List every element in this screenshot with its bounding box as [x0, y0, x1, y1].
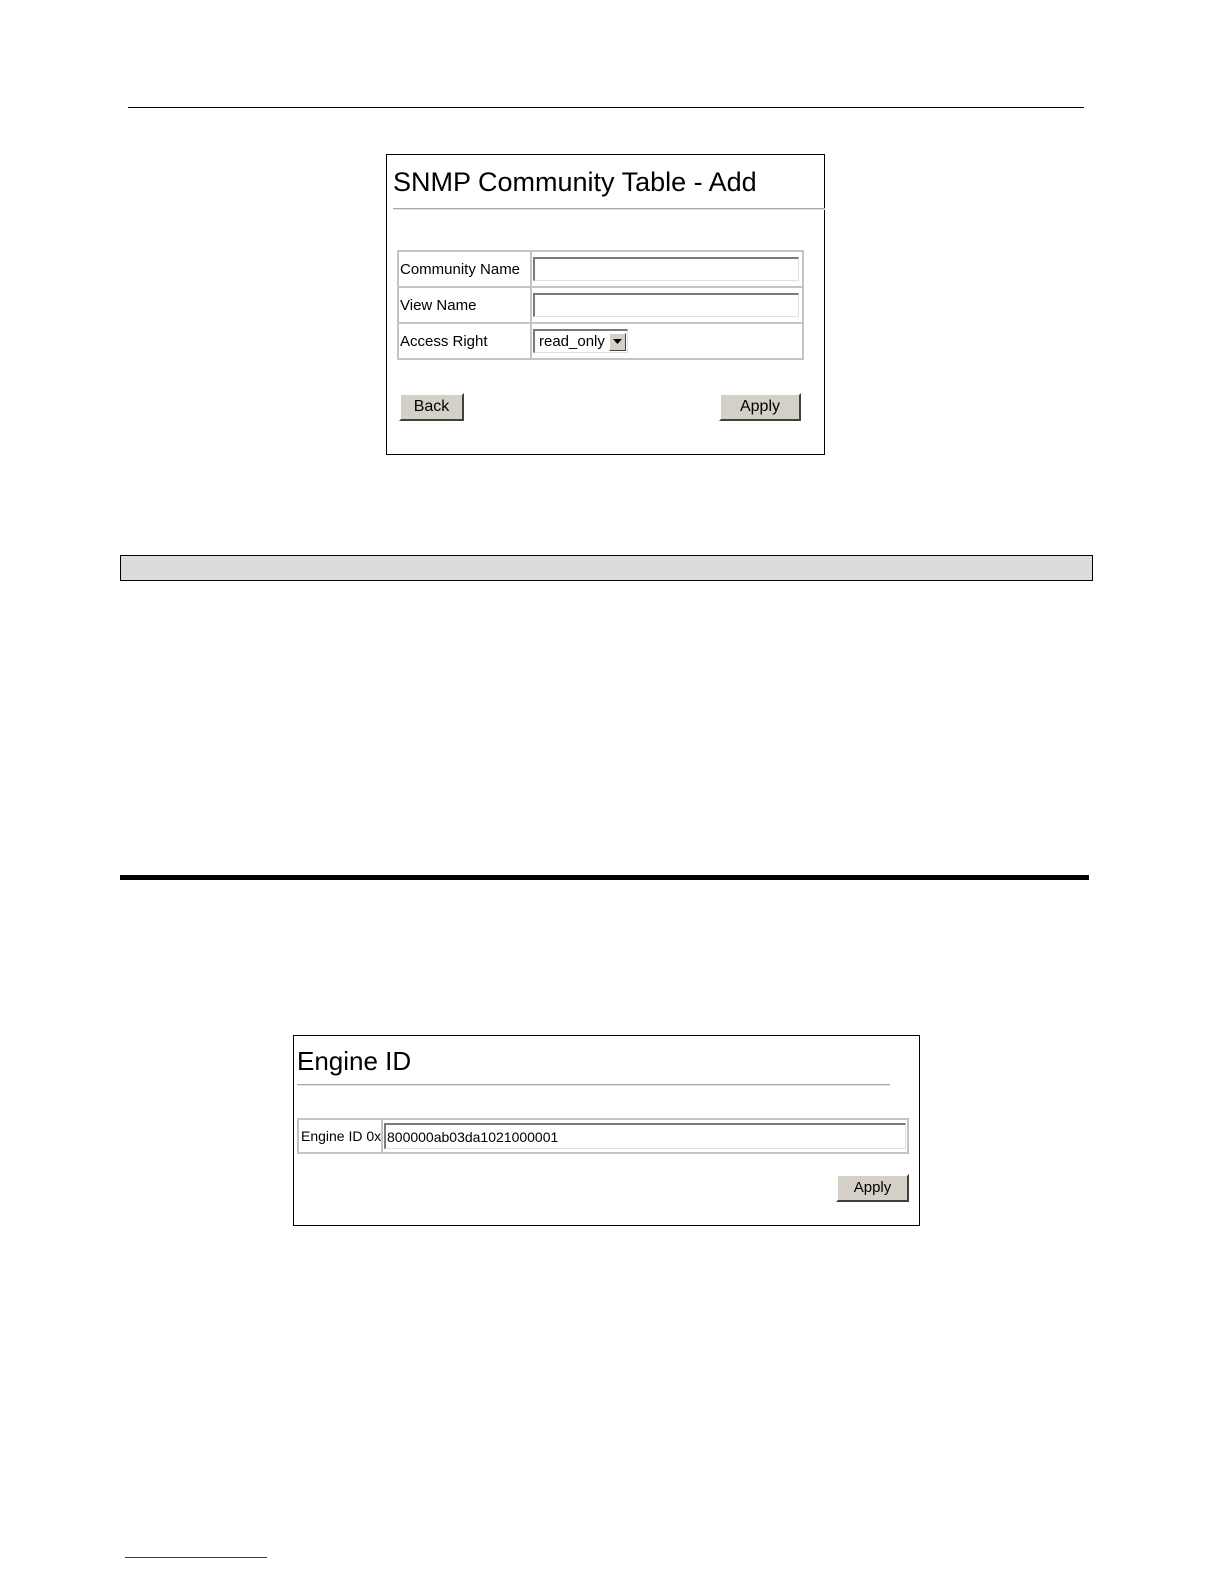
view-name-label: View Name — [398, 287, 531, 323]
engine-id-title: Engine ID — [297, 1046, 412, 1076]
engine-id-row — [297, 1118, 909, 1154]
back-button[interactable]: Back — [399, 393, 464, 421]
apply-button[interactable]: Apply — [719, 393, 801, 421]
snmp-form-table — [397, 250, 804, 360]
engine-title-divider — [297, 1084, 890, 1086]
header-divider — [128, 107, 1084, 108]
access-right-label: Access Right — [398, 323, 531, 359]
community-name-label: Community Name — [398, 251, 531, 287]
caption-bar — [120, 555, 1093, 581]
engine-id-label: Engine ID 0x — [299, 1120, 383, 1152]
snmp-community-add-panel — [386, 154, 825, 455]
form-row-view-name — [398, 287, 803, 323]
engine-id-panel — [293, 1035, 920, 1226]
footnote-divider — [125, 1557, 267, 1558]
engine-apply-button[interactable]: Apply — [836, 1174, 909, 1202]
section-divider — [120, 875, 1089, 880]
form-row-community-name — [398, 251, 803, 287]
title-divider — [393, 208, 825, 210]
form-row-access-right — [398, 323, 803, 359]
page-title: SNMP Community Table - Add — [393, 167, 757, 197]
view-name-input[interactable] — [533, 293, 799, 317]
access-right-selected-value: read_only — [539, 333, 605, 350]
access-right-select[interactable] — [533, 329, 628, 353]
engine-id-input[interactable] — [384, 1123, 906, 1149]
chevron-down-icon[interactable] — [609, 333, 626, 351]
community-name-input[interactable] — [533, 257, 799, 281]
